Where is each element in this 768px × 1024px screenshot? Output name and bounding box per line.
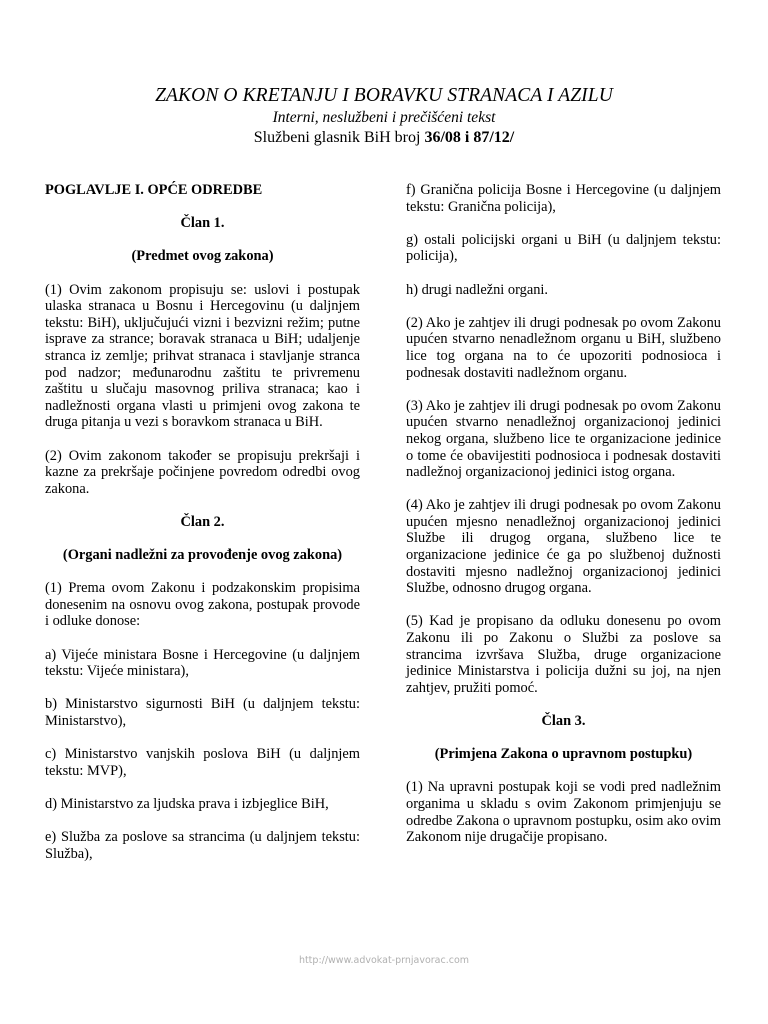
document-subtitle: Interni, neslužbeni i prečišćeni tekst (272, 109, 496, 126)
article-2-number: Član 2. (180, 513, 225, 530)
article-1-title: (Predmet ovog zakona) (131, 248, 274, 265)
article-2-paragraph-4: (4) Ako je zahtjev ili drugi podnesak po ovom Zakonu upućen mjesno nenadležnoj organizacionoj jedinici Službe ili drugog organa, službeno lice te organizacione jedinice će ga po službenoj dužnosti dostaviti mjesno nadležnoj organizacionoj jedinici Službe, odnosno drugog organa. (406, 497, 721, 597)
article-1-paragraph-1: (1) Ovim zakonom propisuju se: uslovi i postupak ulaska stranaca u Bosnu i Hercegovinu (u daljnjem tekstu: BiH), uključujući vizni i bezvizni režim; putne isprave za strance; boravak stranaca u BiH; udaljenje stranca iz zemlje; prihvat stranaca i stavljanje stranca pod nadzor; međunarodnu zaštitu te privremenu zaštitu u slučaju masovnog priliva stranaca; kao i nadležnosti organa vlasti u primjeni ovog zakona te druga pitanja u vezi s boravkom stranaca u BiH. (45, 281, 360, 431)
list-item-b: b) Ministarstvo sigurnosti BiH (u daljnjem tekstu: Ministarstvo), (45, 696, 360, 729)
list-item-c: c) Ministarstvo vanjskih poslova BiH (u daljnjem tekstu: MVP), (45, 746, 360, 779)
article-2-paragraph-1: (1) Prema ovom Zakonu i podzakonskim propisima donesenim na osnovu ovog zakona, postupak provode i odluke donose: (45, 580, 360, 630)
right-column (406, 182, 721, 862)
article-3-number: Član 3. (541, 713, 586, 729)
article-2-paragraph-5: (5) Kad je propisano da odluku donesenu po ovom Zakonu ili po Zakonu o Službi za poslove sa strancima izvršava Služba, druge organizacione jedinice Ministarstva i policija dužni su joj, na njen zahtjev, pružiti pomoć. (406, 613, 721, 696)
article-1-paragraph-2: (2) Ovim zakonom također se propisuju prekršaji i kazne za prekršaje počinjene povredom odredbi ovog zakona. (45, 447, 360, 497)
list-item-a: a) Vijeće ministara Bosne i Hercegovine (u daljnjem tekstu: Vijeće ministara), (45, 646, 360, 680)
gazette-prefix: Službeni glasnik BiH broj (253, 129, 425, 146)
article-3-title: (Primjena Zakona o upravnom postupku) (434, 746, 693, 763)
list-item-f: f) Granična policija Bosne i Hercegovine (u daljnjem tekstu: Granična policija), (406, 182, 721, 215)
article-2-paragraph-2: (2) Ako je zahtjev ili drugi podnesak po ovom Zakonu upućen stvarno nenadležnom organu u BiH, službeno lice tog organa na to će upozoriti podnosioca i podnesak dostaviti nadležnom organu. (406, 314, 721, 381)
document-header (0, 84, 768, 149)
list-item-d: d) Ministarstvo za ljudska prava i izbjeglice BiH, (45, 795, 329, 812)
left-column (45, 182, 360, 879)
list-item-h: h) drugi nadležni organi. (406, 281, 549, 298)
gazette-numbers: 36/08 i 87/12/ (424, 129, 515, 146)
article-2-paragraph-3: (3) Ako je zahtjev ili drugi podnesak po ovom Zakonu upućen stvarno nenadležnoj organizacionoj jedinici nekog organa, službeno lice te organizacione jedinice o tome će obavijestiti podnosioca i podnesak dostaviti nadležnoj organizacionoj jedinici istog organa. (406, 397, 721, 481)
list-item-e: e) Služba za poslove sa strancima (u daljnjem tekstu: Služba), (45, 829, 360, 862)
list-item-g: g) ostali policijski organi u BiH (u daljnjem tekstu: policija), (406, 231, 721, 265)
chapter-heading: POGLAVLJE I. OPĆE ODREDBE (45, 182, 263, 198)
official-gazette-line (0, 127, 768, 149)
document-title: ZAKON O KRETANJU I BORAVKU STRANACA I AZILU (155, 85, 613, 106)
footer-url[interactable]: http://www.advokat-prnjavorac.com (298, 955, 470, 966)
article-1-number: Član 1. (180, 215, 225, 232)
article-3-paragraph-1: (1) Na upravni postupak koji se vodi pred nadležnim organima u skladu s ovim Zakonom primjenjuju se odredbe Zakona o upravnom postupku, osim ako ovim Zakonom nije drugačije propisano. (406, 779, 721, 846)
article-2-title: (Organi nadležni za provođenje ovog zakona) (62, 547, 343, 564)
